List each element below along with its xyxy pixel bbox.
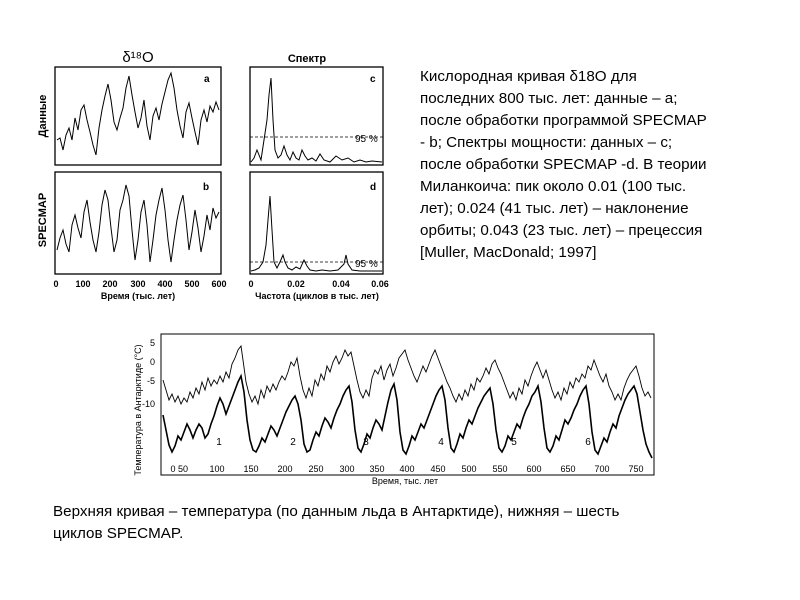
x-tick-label: 300 — [339, 464, 355, 474]
time-tick-label: 200 — [102, 279, 118, 289]
time-tick-label: 100 — [75, 279, 91, 289]
x-tick-label: 100 — [209, 464, 225, 474]
specmap-cycles-curve — [163, 376, 652, 458]
time-tick-label: 600 — [211, 279, 227, 289]
cycle-label-2: 2 — [290, 437, 296, 448]
description-line: - b; Спектры мощности: данных – с; — [420, 134, 673, 151]
bottom-caption — [53, 501, 773, 545]
description-line: орбиты; 0.043 (23 тыс. лет) – прецессия — [420, 222, 703, 239]
percent-label-d: 95 % — [355, 259, 378, 270]
bottom-x-label: Время, тыс. лет — [371, 476, 439, 486]
title-spectrum: Спектр — [287, 53, 327, 65]
description-line: после обработки программой SPECMAP — [420, 112, 707, 129]
freq-tick-label: 0 — [248, 279, 254, 289]
panel-letter-d: d — [370, 182, 377, 193]
x-tick-label: 200 — [277, 464, 293, 474]
time-tick-label: 300 — [130, 279, 146, 289]
row-label-data: Данные — [37, 94, 49, 138]
x-tick-label: 450 — [430, 464, 446, 474]
freq-axis-ticks — [248, 279, 388, 289]
x-tick-label: 550 — [492, 464, 508, 474]
panel-letter-b: b — [203, 182, 210, 193]
x-tick-label: 400 — [399, 464, 415, 474]
description-line: [Muller, MacDonald; 1997] — [420, 244, 597, 261]
panel-letter-a: a — [204, 74, 210, 85]
panel-b-frame — [55, 172, 221, 274]
description-line: Миланкоича: пик около 0.01 (100 тыс. — [420, 178, 687, 195]
caption-line: Верхняя кривая – температура (по данным льда в Антарктиде), нижняя – шесть — [53, 503, 620, 520]
y-tick-label: 5 — [149, 338, 155, 348]
temperature-curve — [163, 346, 651, 404]
spectrum-c — [251, 78, 382, 162]
row-label-specmap: SPECMAP — [37, 192, 49, 248]
freq-tick-label: 0.04 — [332, 279, 350, 289]
x-tick-label: 650 — [560, 464, 576, 474]
freq-tick-label: 0.02 — [287, 279, 305, 289]
y-tick-label: 0 — [149, 357, 155, 367]
description-line: после обработки SPECMAP -d. В теории — [420, 156, 707, 173]
caption-line: циклов SPECMAP. — [53, 525, 184, 542]
x-tick-label: 750 — [628, 464, 644, 474]
title-d18o: δ¹⁸O — [122, 49, 154, 66]
description-line: Кислородная кривая δ18О для — [420, 68, 637, 85]
cycle-label-6: 6 — [585, 437, 591, 448]
time-tick-label: 400 — [157, 279, 173, 289]
panel-c-frame — [250, 67, 383, 165]
time-tick-label: 0 — [53, 279, 59, 289]
bottom-y-label: Температура в Антарктиде (°С) — [133, 344, 143, 476]
percent-label-c: 95 % — [355, 134, 378, 145]
cycle-label-1: 1 — [216, 437, 222, 448]
description-text — [420, 66, 790, 264]
x-tick-label: 700 — [594, 464, 610, 474]
x-tick-label: 250 — [308, 464, 324, 474]
description-line: последних 800 тыс. лет: данные – а; — [420, 90, 678, 107]
curve-a — [57, 73, 219, 155]
y-tick-label: -5 — [146, 376, 155, 386]
x-tick-label: 350 — [369, 464, 385, 474]
description-line: лет); 0.024 (41 тыс. лет) – наклонение — [420, 200, 689, 217]
panel-letter-c: c — [370, 74, 376, 85]
y-tick-label: -10 — [141, 399, 155, 409]
time-axis-ticks — [53, 279, 226, 289]
x-tick-label: 0 — [170, 464, 176, 474]
freq-tick-label: 0.06 — [371, 279, 389, 289]
bottom-x-ticks — [170, 464, 643, 474]
bottom-figure — [0, 320, 800, 495]
x-tick-label: 150 — [243, 464, 259, 474]
curve-b — [57, 185, 219, 262]
cycle-label-3: 3 — [363, 437, 369, 448]
x-tick-label: 500 — [461, 464, 477, 474]
time-axis-label: Время (тыс. лет) — [100, 291, 176, 301]
x-tick-label: 50 — [177, 464, 189, 474]
time-tick-label: 500 — [184, 279, 200, 289]
cycle-label-4: 4 — [438, 437, 444, 448]
x-tick-label: 600 — [526, 464, 542, 474]
cycle-label-5: 5 — [511, 437, 517, 448]
bottom-chart-frame — [161, 334, 654, 475]
freq-axis-label: Частота (циклов в тыс. лет) — [255, 291, 379, 301]
